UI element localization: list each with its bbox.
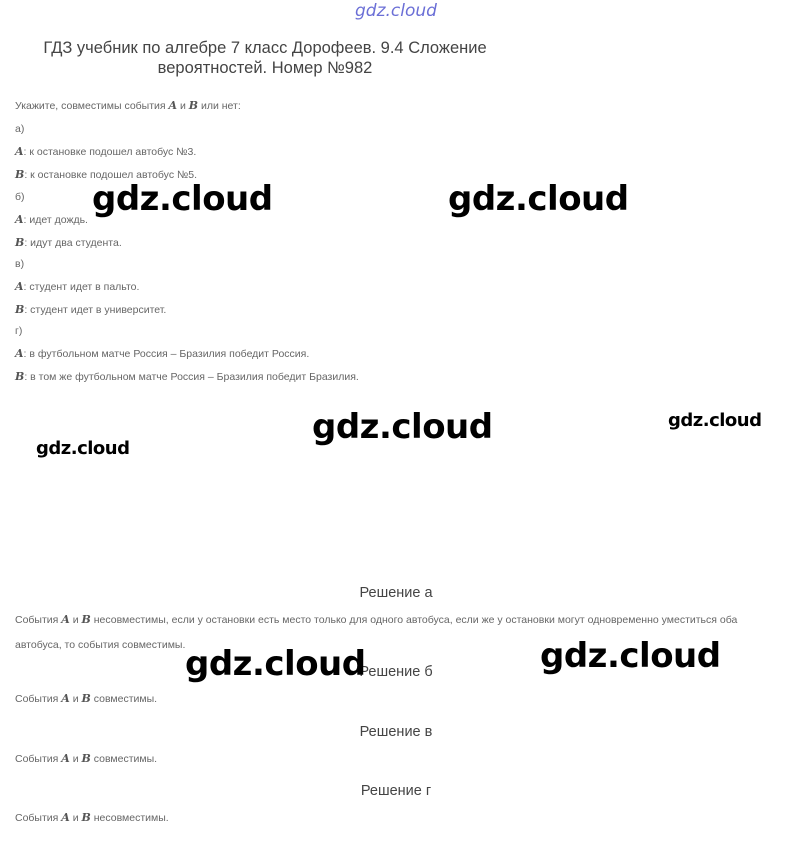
part-v-event-a: A: студент идет в пальто. (15, 280, 140, 293)
solution-heading-g: Решение г (360, 783, 432, 799)
part-b-event-a: A: идет дождь. (15, 213, 88, 226)
part-label-v: в) (15, 258, 25, 270)
solution-heading-v: Решение в (359, 724, 433, 740)
watermark: gdz.cloud (540, 636, 721, 676)
var-a: A (168, 99, 178, 112)
part-g-event-b: B: в том же футбольном матче Россия – Бразилия победит Бразилия. (15, 370, 359, 383)
watermark: gdz.cloud (36, 438, 130, 459)
part-label-a: а) (15, 123, 25, 135)
solution-text-v: События A и B совместимы. (15, 752, 158, 765)
watermark: gdz.cloud (185, 644, 366, 684)
part-b-event-b: B: идут два студента. (15, 236, 122, 249)
task-intro: Укажите, совместимы события A и B или нет: (15, 99, 241, 112)
part-label-g: г) (15, 325, 23, 337)
watermark: gdz.cloud (448, 179, 629, 219)
part-v-event-b: B: студент идет в университет. (15, 303, 167, 316)
solution-heading-b: Решение б (359, 664, 433, 680)
page-title-line2: вероятностей. Номер №982 (157, 59, 373, 77)
site-logo[interactable]: gdz.cloud (355, 1, 437, 21)
part-label-b: б) (15, 191, 25, 203)
part-a-event-b: B: к остановке подошел автобус №5. (15, 168, 198, 181)
part-a-event-a: A: к остановке подошел автобус №3. (15, 145, 197, 158)
solution-text-a: События A и B несовместимы, если у остановки есть место только для одного автобуса, если же у остановки могут одновременно уместиться оба автобуса, то события совместимы. (15, 613, 738, 651)
watermark: gdz.cloud (92, 179, 273, 219)
solution-text-g: События A и B несовместимы. (15, 811, 169, 824)
page-title-line1: ГДЗ учебник по алгебре 7 класс Дорофеев. 9.4 Сложение (43, 39, 487, 57)
var-b: B (188, 99, 199, 112)
watermark: gdz.cloud (668, 410, 762, 431)
page-title (0, 38, 530, 78)
part-g-event-a: A: в футбольном матче Россия – Бразилия победит Россия. (15, 347, 310, 360)
watermark: gdz.cloud (312, 407, 493, 447)
solution-text-b: События A и B совместимы. (15, 692, 158, 705)
solution-heading-a: Решение а (359, 585, 433, 601)
